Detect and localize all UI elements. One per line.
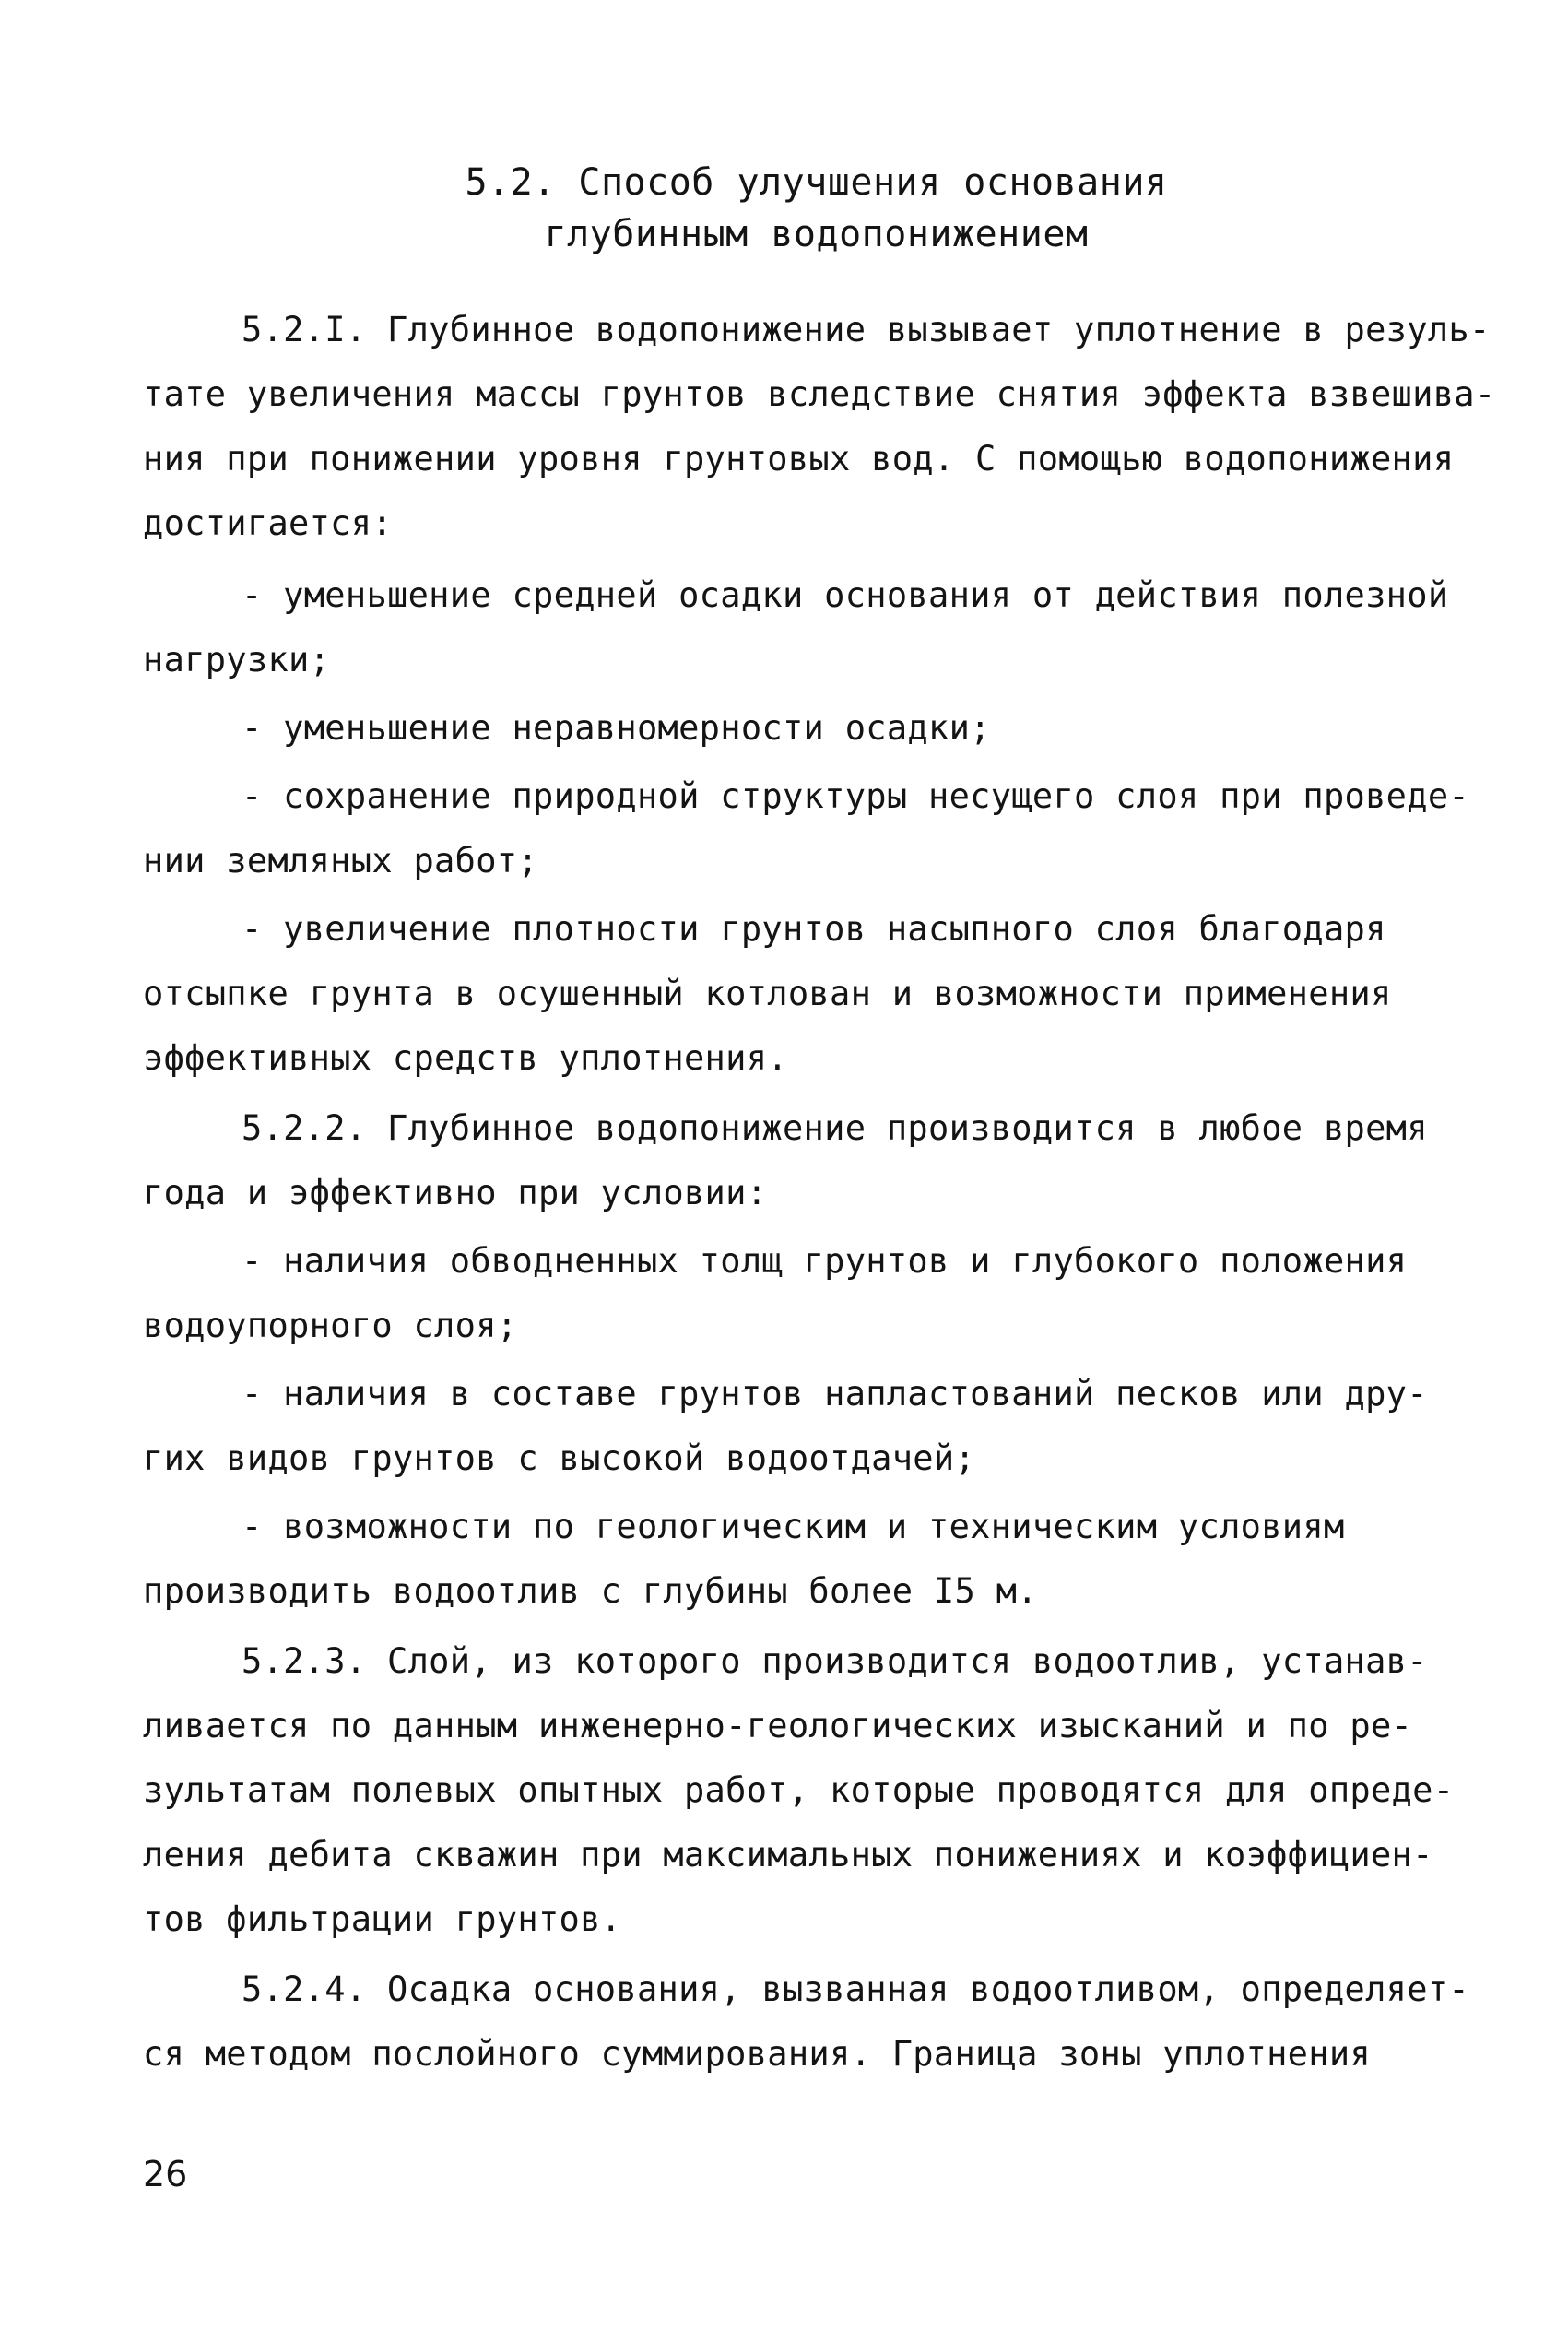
section-title-line-2: глубинным водопонижением [544,213,1089,255]
list-item-line: - наличия в составе грунтов напластований песков или дру- [242,1374,1428,1413]
paragraph-5-2-1-line-3: ния при понижении уровня грунтовых вод. С помощью водопонижения [143,439,1455,479]
list-item-line: - наличия обводненных толщ грунтов и глубокого положения [242,1241,1408,1281]
paragraph-5-2-4-line-1: 5.2.4. Осадка основания, вызванная водоотливом, определяет- [242,1969,1469,2009]
list-item-line: - уменьшение средней осадки основания от действия полезной [242,575,1449,615]
paragraph-5-2-1-line-4: достигается: [143,503,393,543]
paragraph-5-2-3-line-4: ления дебита скважин при максимальных понижениях и коэффициен- [143,1835,1433,1875]
list-item-line: - уменьшение неравномерности осадки; [242,708,991,748]
list-item-line: нагрузки; [143,640,331,680]
section-title-line-1: 5.2. Способ улучшения основания [465,161,1168,204]
list-item-line: производить водоотлив с глубины более I5 м. [143,1571,1038,1611]
list-item-line: - увеличение плотности грунтов насыпного слоя благодаря [242,909,1386,949]
list-item-line: эффективных средств уплотнения. [143,1038,788,1078]
paragraph-5-2-1-line-2: тате увеличения массы грунтов вследствие снятия эффекта взвешива- [143,374,1496,414]
paragraph-5-2-2-line-2: года и эффективно при условии: [143,1173,768,1212]
paragraph-5-2-3-line-1: 5.2.3. Слой, из которого производится водоотлив, устанав- [242,1641,1428,1681]
list-item-line: - сохранение природной структуры несущего слоя при проведе- [242,776,1469,816]
page-number: 26 [143,2154,188,2194]
list-item-line: водоупорного слоя; [143,1306,518,1345]
paragraph-5-2-4-line-2: ся методом послойного суммирования. Граница зоны уплотнения [143,2034,1371,2074]
list-item-line: - возможности по геологическим и техническим условиям [242,1507,1345,1546]
paragraph-5-2-3-line-3: зультатам полевых опытных работ, которые проводятся для опреде- [143,1770,1455,1810]
paragraph-5-2-2-line-1: 5.2.2. Глубинное водопонижение производится в любое время [242,1108,1428,1148]
paragraph-5-2-3-line-5: тов фильтрации грунтов. [143,1899,622,1939]
paragraph-5-2-3-line-2: ливается по данным инженерно-геологических изысканий и по ре- [143,1706,1413,1745]
list-item-line: отсыпке грунта в осушенный котлован и возможности применения [143,974,1392,1013]
list-item-line: гих видов грунтов с высокой водоотдачей; [143,1438,976,1478]
paragraph-5-2-1-line-1: 5.2.I. Глубинное водопонижение вызывает уплотнение в резуль- [242,310,1491,349]
list-item-line: нии земляных работ; [143,841,538,881]
